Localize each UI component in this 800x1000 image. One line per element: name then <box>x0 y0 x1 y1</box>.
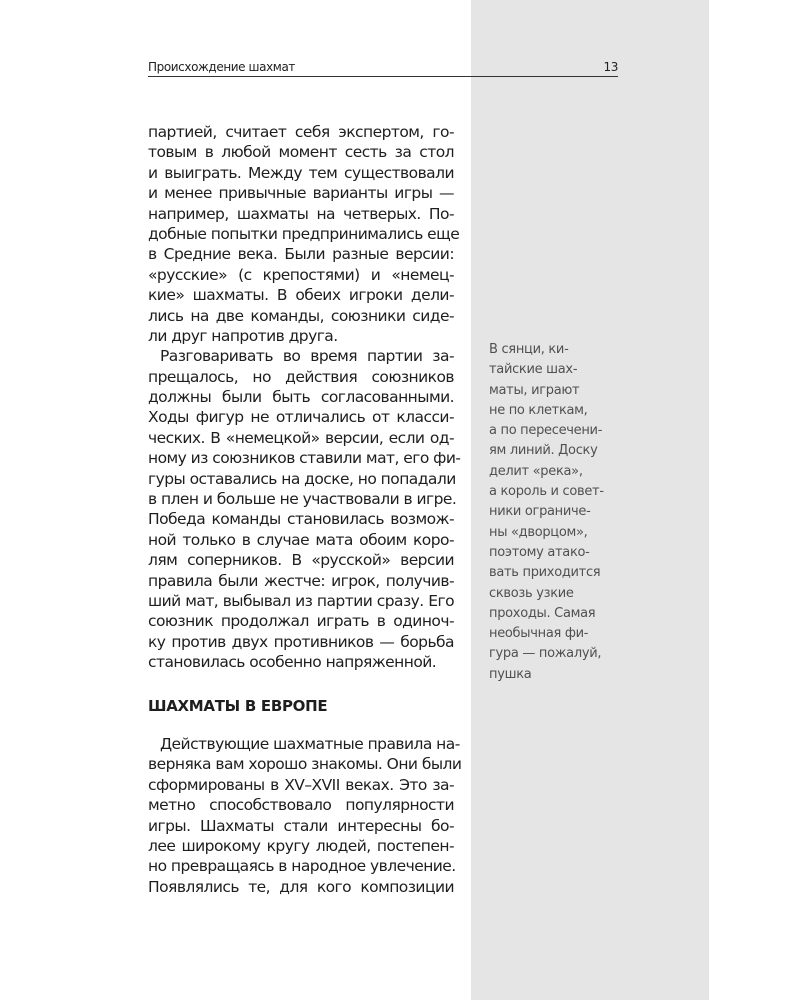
text-line: и менее привычные варианты игры — <box>148 184 454 203</box>
text-line: правила были жестче: игрок, получив- <box>148 571 454 590</box>
text-line: лись на две команды, союзники сиде- <box>148 306 454 325</box>
note-line: тайские шах- <box>489 362 578 378</box>
text-line: ший мат, выбывал из партии сразу. Его <box>148 591 454 610</box>
note-line: а король и совет- <box>489 484 604 500</box>
text-line: гуры оставались на доске, но попадали <box>148 469 456 488</box>
text-line: ной только в случае мата обоим коро- <box>148 530 454 549</box>
paragraph-1 <box>148 122 460 346</box>
sidebar-note <box>489 340 629 685</box>
note-line: ям линий. Доску <box>489 443 598 459</box>
paragraph-2 <box>148 346 461 672</box>
text-line: «русские» (с крепостями) и «немец- <box>148 265 454 284</box>
text-line: ному из союзников ставили мат, его фи- <box>148 449 461 468</box>
text-line: Разговаривать во время партии за- <box>160 347 454 366</box>
text-line: и выиграть. Между тем существовали <box>148 163 454 182</box>
note-line: сквозь узкие <box>489 585 574 601</box>
text-line: лям соперников. В «русской» версии <box>148 551 454 570</box>
note-line: вать приходится <box>489 565 601 581</box>
main-text-column-continued <box>148 734 462 897</box>
text-line: в плен и больше не участвовали в игре. <box>148 490 457 509</box>
running-header <box>148 58 618 77</box>
text-line: ли друг напротив друга. <box>148 326 338 345</box>
text-line: добные попытки предпринимались еще <box>148 224 460 243</box>
note-line: а по пересечени- <box>489 423 603 439</box>
text-line: Ходы фигур не отличались от класси- <box>148 408 454 427</box>
text-line: Действующие шахматные правила на- <box>160 735 460 753</box>
text-line: например, шахматы на четверых. По- <box>148 204 454 223</box>
text-line: прещалось, но действия союзников <box>148 367 454 386</box>
note-line: не по клеткам, <box>489 402 588 418</box>
text-line: метно способствовало популярности <box>148 796 454 815</box>
text-line: становилась особенно напряженной. <box>148 653 437 672</box>
text-line: Появлялись те, для кого композиции <box>148 877 454 896</box>
text-line: в Средние века. Были разные версии: <box>148 245 454 264</box>
note-line: ны «дворцом», <box>489 524 588 540</box>
text-line: товым в любой момент сесть за стол <box>148 143 454 162</box>
text-line: партией, считает себя экспертом, го- <box>148 123 454 141</box>
text-line: Победа команды становилась возмож- <box>148 510 454 529</box>
text-line: должны были быть согласованными. <box>148 388 454 407</box>
text-line: сформированы в XV–XVII веках. Это за- <box>148 775 454 794</box>
page-number: 13 <box>603 60 618 74</box>
note-line: гура — пожалуй, <box>489 646 602 662</box>
section-heading: ШАХМАТЫ В ЕВРОПЕ <box>148 697 328 715</box>
text-line: ческих. В «немецкой» версии, если од- <box>148 428 454 447</box>
note-line: делит «река», <box>489 463 583 479</box>
text-line: верняка вам хорошо знакомы. Они были <box>148 755 462 774</box>
text-line: союзник продолжал играть в одиноч- <box>148 612 454 631</box>
main-text-column <box>148 122 461 673</box>
text-line: но превращаясь в народное увлечение. <box>148 857 456 876</box>
text-line: лее широкому кругу людей, постепен- <box>148 836 454 855</box>
note-line: проходы. Самая <box>489 605 596 621</box>
chapter-title: Происхождение шахмат <box>148 60 295 74</box>
paragraph-3 <box>148 734 462 897</box>
note-line: пушка <box>489 666 532 682</box>
note-line: необычная фи- <box>489 626 589 642</box>
note-line: ники ограниче- <box>489 504 591 520</box>
note-line: поэтому атако- <box>489 544 590 560</box>
text-line: игры. Шахматы стали интересны бо- <box>148 816 454 835</box>
text-line: кие» шахматы. В обеих игроки дели- <box>148 286 454 305</box>
note-line: В сянци, ки- <box>489 342 569 357</box>
note-line: маты, играют <box>489 382 580 398</box>
text-line: ку против двух противников — борьба <box>148 632 454 651</box>
